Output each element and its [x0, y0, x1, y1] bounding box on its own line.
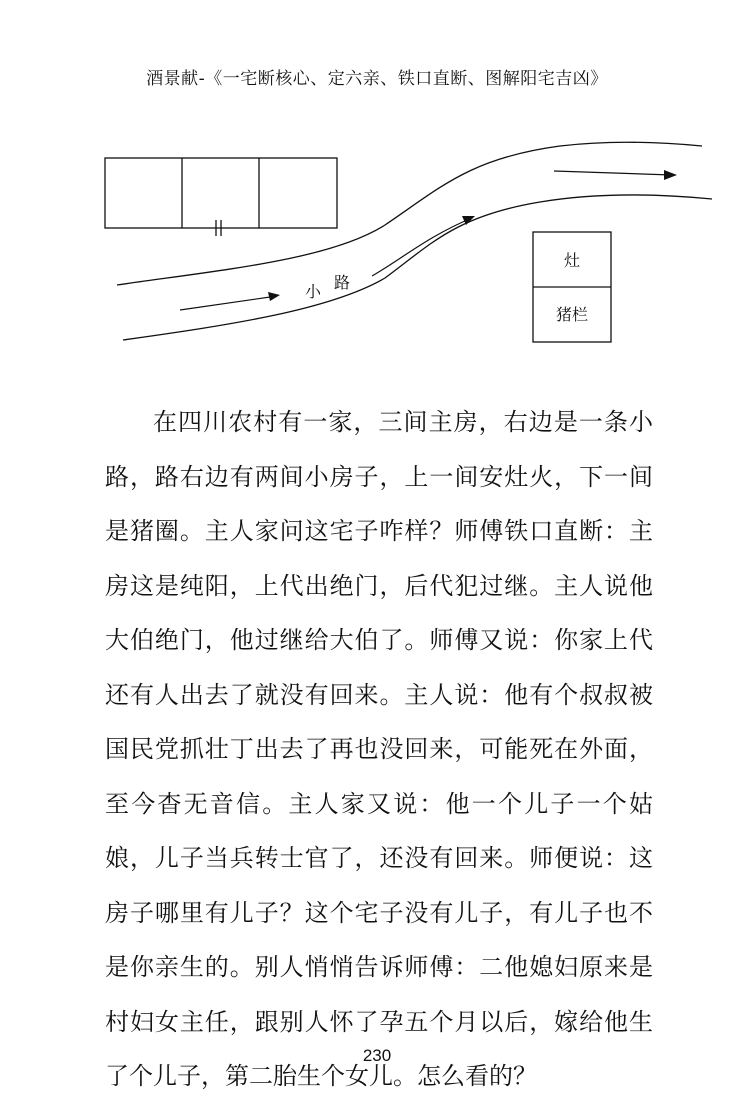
road-arrowhead-upper: [664, 170, 677, 180]
body-text: [105, 395, 653, 1104]
main-house-outline: [105, 158, 337, 228]
stove-label: 灶: [563, 251, 581, 270]
pigsty-label: 猪栏: [555, 305, 589, 324]
road-arrowhead-lower: [268, 292, 280, 301]
road-upper-edge: [117, 142, 702, 285]
road: [117, 142, 712, 340]
road-arrow-upper: [554, 171, 672, 175]
road-label-char-1: 小: [305, 282, 322, 301]
road-label-char-2: 路: [334, 273, 351, 292]
road-arrows: [180, 170, 677, 310]
road-lower-edge: [123, 195, 712, 340]
road-arrow-middle: [372, 218, 472, 276]
page-number: 230: [362, 1046, 392, 1065]
main-house: [105, 158, 337, 236]
house-layout-diagram: [0, 130, 754, 360]
small-building: [533, 232, 611, 342]
body-paragraph: 在四川农村有一家，三间主房，右边是一条小路，路右边有两间小房子，上一间安灶火，下一间是猪圈。主人家问这宅子咋样？师傅铁口直断：主房这是纯阳，上代出绝门，后代犯过继。主人说他大伯绝门，他过继给大伯了。师傅又说：你家上代还有人出去了就没有回来。主人说：他有个叔叔被国民党抓壮丁出去了再也没回来，可能死在外面，至今杳无音信。主人家又说：他一个儿子一个姑娘，儿子当兵转士官了，还没有回来。师便说：这房子哪里有儿子？这个宅子没有儿子，有儿子也不是你亲生的。别人悄悄告诉师傅：二他媳妇原来是村妇女主任，跟别人怀了孕五个月以后，嫁给他生了个儿子，第二胎生个女儿。怎么看的？: [105, 408, 653, 1090]
page-header: 酒景献-《一宅断核心、定六亲、铁口直断、图解阳宅吉凶》: [146, 69, 608, 89]
road-arrow-lower: [180, 296, 277, 310]
